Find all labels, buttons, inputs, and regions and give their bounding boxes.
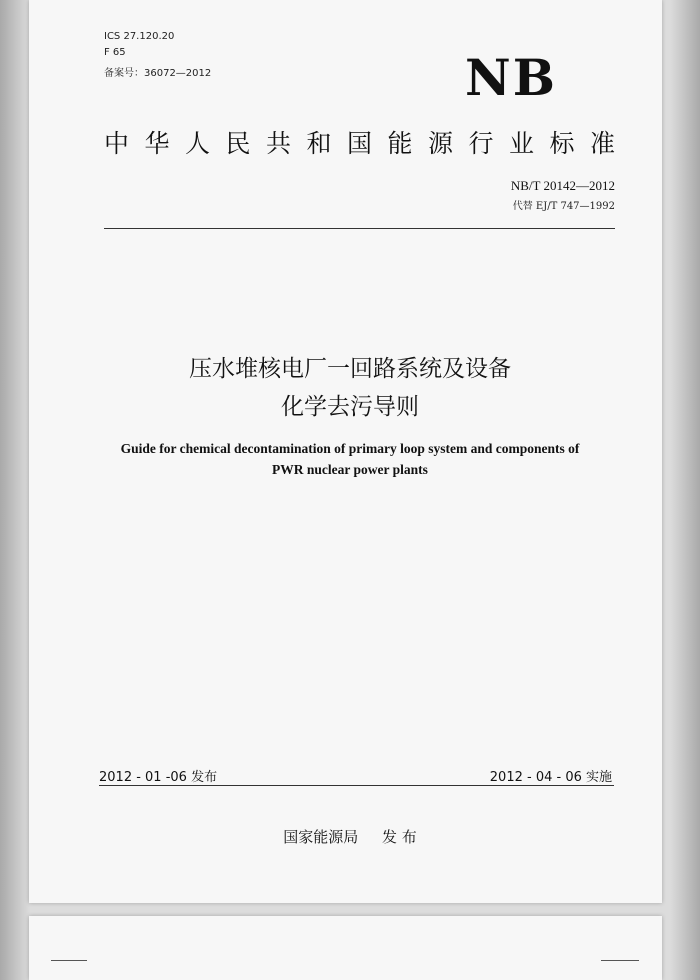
- document-title-en-line1: Guide for chemical decontamination of primary loop system and components of: [120, 441, 580, 456]
- ics-code: ICS 27.120.20: [104, 31, 175, 42]
- document-title-cn-line1: 压水堆核电厂一回路系统及设备: [189, 356, 511, 382]
- next-page-preview: [29, 916, 662, 980]
- replaces-standard: 代替 EJ/T 747—1992: [512, 201, 615, 212]
- issue-date: 2012 - 01 -06 发布: [99, 770, 218, 785]
- nb-logo: NB: [465, 48, 557, 107]
- implementation-date: 2012 - 04 - 06 实施: [489, 770, 612, 785]
- issuing-authority: 国家能源局 发 布: [283, 828, 417, 846]
- document-title-cn-line2: 化学去污导则: [281, 394, 419, 420]
- record-number: 备案号：36072—2012: [104, 68, 212, 79]
- document-title-en-line2: PWR nuclear power plants: [272, 462, 428, 477]
- header-rule: [104, 228, 615, 229]
- classification-code: F 65: [104, 47, 126, 58]
- standard-number: NB/T 20142—2012: [510, 178, 615, 193]
- next-page-rule-left: [51, 960, 87, 961]
- next-page-rule-right: [601, 960, 639, 961]
- footer-rule: [99, 785, 614, 786]
- standard-title: 中华人民共和国能源行业标准: [104, 129, 631, 158]
